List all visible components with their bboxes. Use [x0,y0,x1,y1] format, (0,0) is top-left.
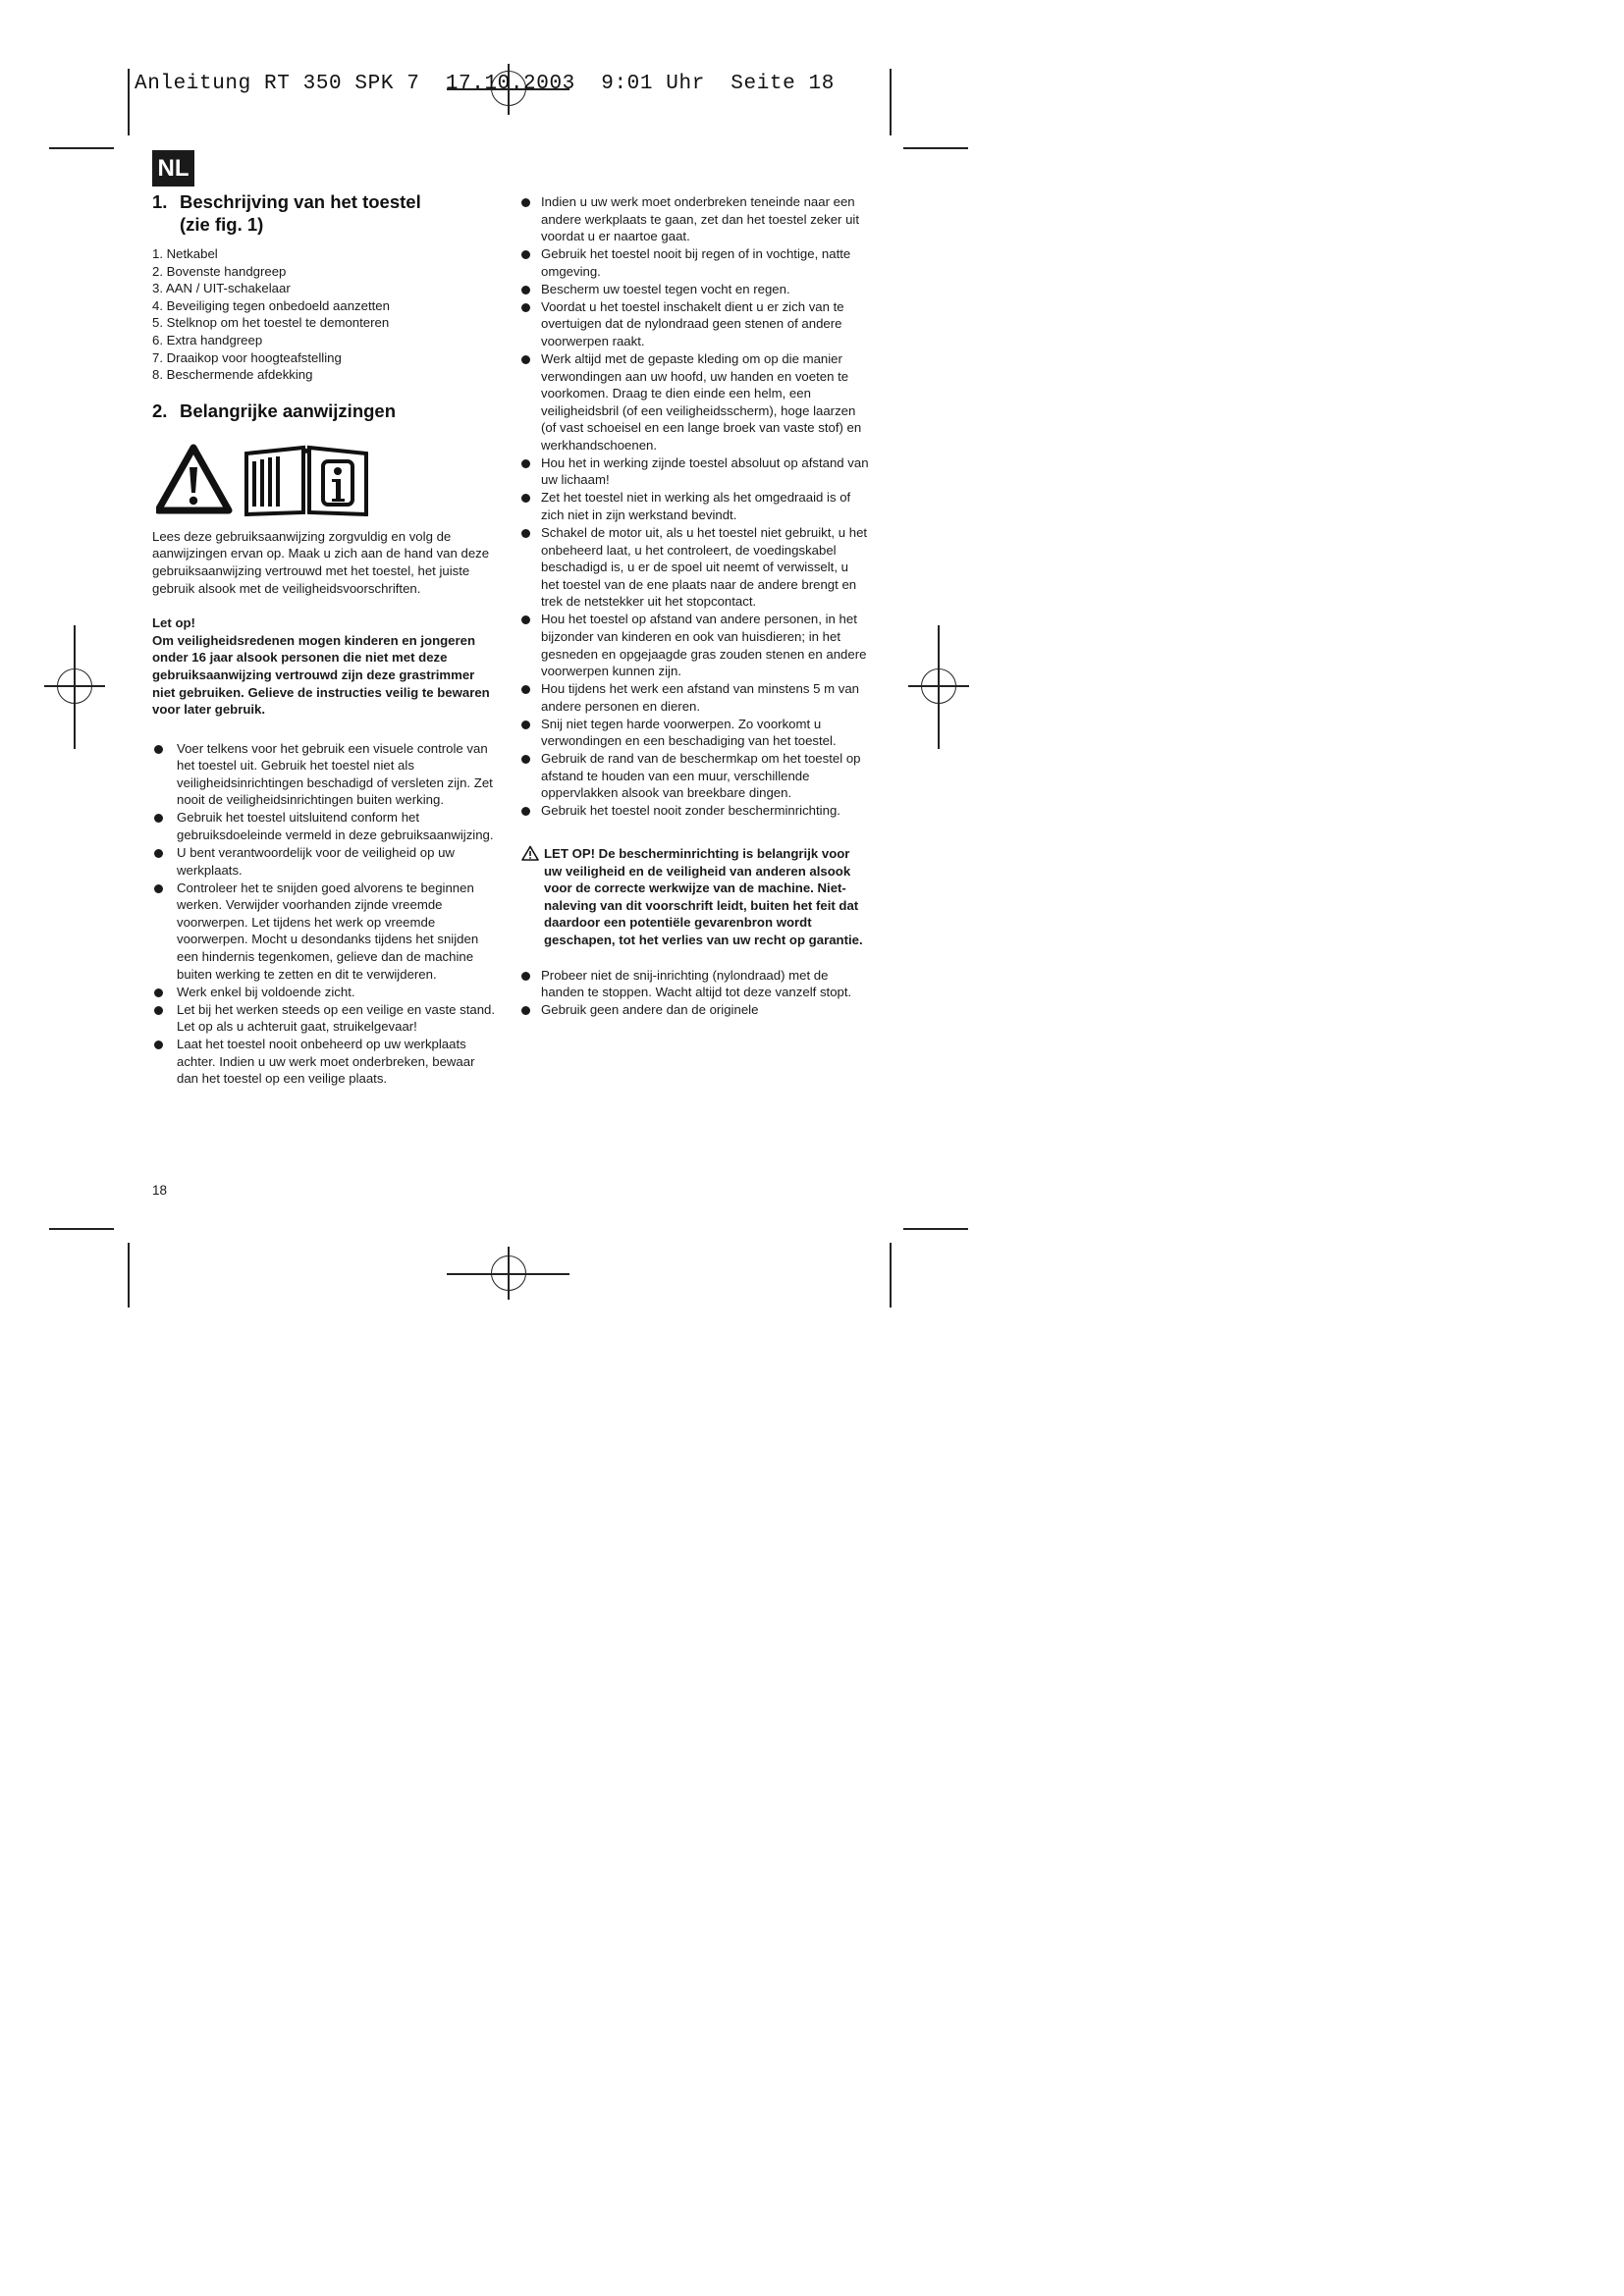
list-item: Snij niet tegen harde voorwerpen. Zo voorkomt u verwondingen en een beschadiging van het toestel. [519,716,869,750]
list-item: 6. Extra handgreep [152,332,263,347]
list-item: Controleer het te snijden goed alvorens te beginnen werken. Verwijder voorhanden zijnde vreemde voorwerpen. Let tijdens het werk op vreemde voorwerpen. Mocht u desondanks tijdens het snijden een hindernis tegenkomen, gelieve dan de machine buiten werking te zetten en dit te verwijderen. [152,880,499,984]
right-column [519,193,869,1019]
list-item: Gebruik geen andere dan de originele [519,1001,869,1019]
warning-triangle-icon [521,845,539,861]
crop-mark [903,147,968,149]
section-1-heading: 1. Beschrijving van het toestel (zie fig. 1) [152,191,421,235]
crop-mark [49,1228,114,1230]
crop-mark [903,1228,968,1230]
list-item: 1. Netkabel [152,246,218,261]
warning-symbols [156,444,499,516]
list-item: Zet het toestel niet in werking als het omgedraaid is of zich niet in zijn werkstand bevindt. [519,489,869,523]
crop-mark [49,147,114,149]
list-item: Gebruik het toestel uitsluitend conform het gebruiksdoeleinde vermeld in deze gebruiksaanwijzing. [152,809,499,843]
intro-paragraph: Lees deze gebruiksaanwijzing zorgvuldig en volg de aanwijzingen ervan op. Maak u zich aan de hand van deze gebruiksaanwijzing vertrouwd met het toestel, het juiste gebruik alsook met de veiligheidsvoorschriften. [152,528,490,596]
crop-mark [128,1243,130,1308]
registration-circle [57,668,92,704]
list-item: 2. Bovenste handgreep [152,263,287,279]
list-item: Probeer niet de snij-inrichting (nylondraad) met de handen te stoppen. Wacht altijd tot deze vanzelf stopt. [519,967,869,1001]
attention-label: Let op! [152,615,195,631]
list-item: Voer telkens voor het gebruik een visuele controle van het toestel uit. Gebruik het toestel niet als veiligheidsinrichtingen beschadigd of versleten zijn. Zet nooit de veiligheidsinrichtingen buiten werking. [152,740,499,809]
list-item: Hou het toestel op afstand van andere personen, in het bijzonder van kinderen en ook van huisdieren; in het gesneden en opgejaagde gras zouden stenen en andere voorwerpen kunnen zijn. [519,611,869,679]
list-item: 5. Stelknop om het toestel te demonteren [152,315,390,331]
list-item: U bent verantwoordelijk voor de veiligheid op uw werkplaats. [152,844,499,879]
safety-bullets-after-notice [519,967,869,1019]
language-badge: NL [152,150,194,187]
notice-paragraph: LET OP! De bescherminrichting is belangrijk voor uw veiligheid en de veiligheid van anderen alsook voor de correcte werkwijze van de machine. Niet-naleving van dit voorschrift leidt, buiten het feit dat daardoor een potentiële gevarenbron wordt geschapen, tot het verlies van uw recht op garantie. [519,845,869,949]
safety-bullets-right [519,193,869,820]
registration-circle [921,668,956,704]
parts-list [152,245,499,384]
list-item: Gebruik het toestel nooit zonder bescherminrichting. [519,802,869,820]
list-item: Laat het toestel nooit onbeheerd op uw werkplaats achter. Indien u uw werk moet onderbreken, bewaar dan het toestel op een veilige plaats. [152,1036,499,1088]
list-item: Schakel de motor uit, als u het toestel niet gebruikt, u het onbeheerd laat, u het controleert, de voedingskabel beschadigd is, u er de spoel uit neemt of verwisselt, u het toestel van de ene plaats naar de andere brengt en trek de netstekker uit het stopcontact. [519,524,869,611]
read-manual-icon [243,444,370,516]
list-item: Werk enkel bij voldoende zicht. [152,984,499,1001]
list-item: Gebruik het toestel nooit bij regen of in vochtige, natte omgeving. [519,245,869,280]
list-item: Voordat u het toestel inschakelt dient u er zich van te overtuigen dat de nylondraad geen stenen of andere voorwerpen raakt. [519,298,869,350]
list-item: Bescherm uw toestel tegen vocht en regen. [519,281,869,298]
safety-bullets-left [152,740,499,1088]
crop-mark [890,1243,892,1308]
attention-text: Om veiligheidsredenen mogen kinderen en jongeren onder 16 jaar alsook personen die niet met deze gebruiksaanwijzing vertrouwd zijn deze grastrimmer niet gebruiken. Gelieve de instructies veilig te bewaren voor later gebruik. [152,632,490,718]
list-item: Let bij het werken steeds op een veilige en vaste stand. Let op als u achteruit gaat, struikelgevaar! [152,1001,499,1036]
section-2-heading: 2. Belangrijke aanwijzingen [152,400,397,421]
left-column [152,190,499,1088]
list-item: Werk altijd met de gepaste kleding om op die manier verwondingen aan uw hoofd, uw handen en voeten te voorkomen. Draag te dien einde een helm, een veiligheidsbril (of een veiligheidsscherm), hoge laarzen (of vast schoeisel en een lange broek van vaste stof) en werkhandschoenen. [519,350,869,454]
list-item: 8. Beschermende afdekking [152,367,313,383]
list-item: 3. AAN / UIT-schakelaar [152,281,291,296]
crop-mark [128,69,130,135]
list-item: Indien u uw werk moet onderbreken teneinde naar een andere werkplaats te gaan, zet dan het toestel zeker uit voordat u er naartoe gaat. [519,193,869,245]
registration-circle [491,1255,526,1291]
list-item: Hou tijdens het werk een afstand van minstens 5 m van andere personen en dieren. [519,680,869,715]
print-slug: Anleitung RT 350 SPK 7 17.10.2003 9:01 Uhr Seite 18 [135,73,835,95]
list-item: Hou het in werking zijnde toestel absoluut op afstand van uw lichaam! [519,454,869,489]
crop-mark [890,69,892,135]
list-item: Gebruik de rand van de beschermkap om het toestel op afstand te houden van een muur, verschillende oppervlakken alsook van breekbare dingen. [519,750,869,802]
list-item: 4. Beveiliging tegen onbedoeld aanzetten [152,297,390,313]
page-number: 18 [152,1183,168,1198]
list-item: 7. Draaikop voor hoogteafstelling [152,349,342,365]
